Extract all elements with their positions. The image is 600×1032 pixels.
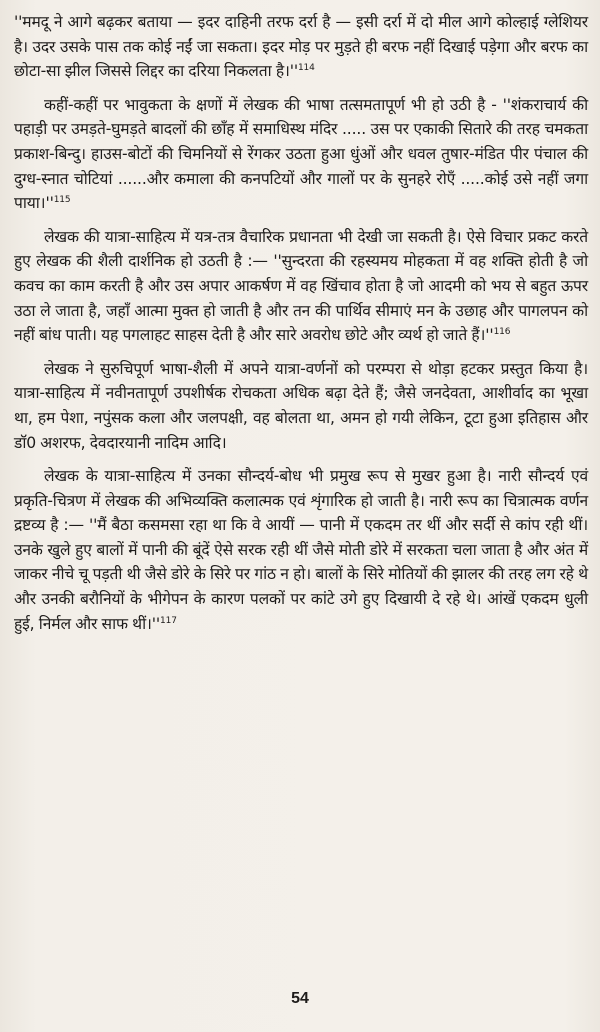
page-number: 54: [291, 990, 309, 1007]
paragraph-text: ''ममदू ने आगे बढ़कर बताया — इदर दाहिनी तरफ दर्रा है — इसी दर्रा में दो मील आगे कोल्हाई ग्लेशियर है। उदर उसके पास तक कोई नईं जा सकता। इदर मोड़ पर मुड़ते ही बरफ नहीं दिखाई पड़ेगा और बरफ का छोटा-सा झील जिससे लिद्दर का दरिया निकलता है।'': [14, 13, 588, 81]
paragraph-aesthetic-sense: [14, 464, 588, 636]
footnote-ref: 115: [53, 194, 71, 205]
paragraph-text: लेखक के यात्रा-साहित्य में उनका सौन्दर्य-बोध भी प्रमुख रूप से मुखर हुआ है। नारी सौन्दर्य एवं प्रकृति-चित्रण में लेखक की अभिव्यक्ति कलात्मक एवं शृंगारिक हो जाती है। नारी रूप का चित्रात्मक वर्णन द्रष्टव्य है :— ''मैं बैठा कसमसा रहा था कि वे आयीं — पानी में एकदम तर थीं और सर्दी से कांप रही थीं। उनके खुले हुए बालों में पानी की बूंदें ऐसे सरक रही थीं जैसे मोती डोरे में सरकता चला जाता है और अंत में जाकर नीचे चू पड़ती थी जैसे डोरे के सिरे पर गांठ न हो। बालों के सिरे मोतियों की झालर की तरह लग रहे थे और उनकी बरौनियों के भीगेपन के कारण पलकों पर कांटे उगे हुए दिखायी दे रहे थे। आंखें एकदम धुली हुई, निर्मल और साफ थीं।'': [14, 467, 588, 633]
paragraph-text: लेखक की यात्रा-साहित्य में यत्र-तत्र वैचारिक प्रधानता भी देखी जा सकती है। ऐसे विचार प्रकट करते हुए लेखक की शैली दार्शनिक हो उठती है :— ''सुन्दरता की रहस्यमय मोहकता में वह शक्ति होती है जो कवच का काम करती है और उस अपार आकर्षण में वह खिंचाव होता है जो आदमी को भय से बहुत ऊपर उठा ले जाता है, जहाँ आत्मा मुक्त हो जाती है और तन की पार्थिव सीमाएं मन के उछाह और पागलपन को नहीं बांध पाती। यह पगलाहट साहस देती है और सारे अवरोध छोटे और व्यर्थ हो जाते हैं।'': [14, 227, 588, 345]
footnote-ref: 114: [297, 63, 315, 73]
footnote-ref: 117: [160, 615, 177, 626]
paragraph-text: लेखक ने सुरुचिपूर्ण भाषा-शैली में अपने यात्रा-वर्णनों को परम्परा से थोड़ा हटकर प्रस्तुत किया है। यात्रा-साहित्य में नवीनतापूर्ण उपशीर्षक रोचकता अधिक बढ़ा देते हैं; जैसे जनदेवता, आशीर्वाद का भूखा था, हम पेशा, नपुंसक कला और जलपक्षी, वह बोलता था, अमन हो गयी लेकिन, टूटा हुआ इतिहास और डॉ0 अशरफ, देवदारयानी नादिम आदि।: [14, 359, 588, 452]
paragraph-text: कहीं-कहीं पर भावुकता के क्षणों में लेखक की भाषा तत्समतापूर्ण भी हो उठी है - ''शंकराचार्य की पहाड़ी पर उमड़ते-घुमड़ते बादलों की छाँह में समाधिस्थ मंदिर ..... उस पर एकाकी सितारे की तरह चमकता प्रकाश-बिन्दु। हाउस-बोटों की चिमनियों से रेंगकर उठता हुआ धुंओं और धवल तुषार-मंडित पीर पंचाल की दुग्ध-स्नात चोटियां ......और कमाला की कनपटियों और गालों पर के सुनहरे रोएँ .....कोई उसे नहीं जगा पाया।'': [14, 95, 588, 213]
paragraph-tatsam-language: [14, 93, 588, 216]
paragraph-subheadings: [14, 357, 588, 455]
paragraph-philosophical-style: [14, 225, 588, 348]
footnote-ref: 116: [493, 326, 511, 337]
paragraph-quote-mamdu: [14, 10, 588, 84]
